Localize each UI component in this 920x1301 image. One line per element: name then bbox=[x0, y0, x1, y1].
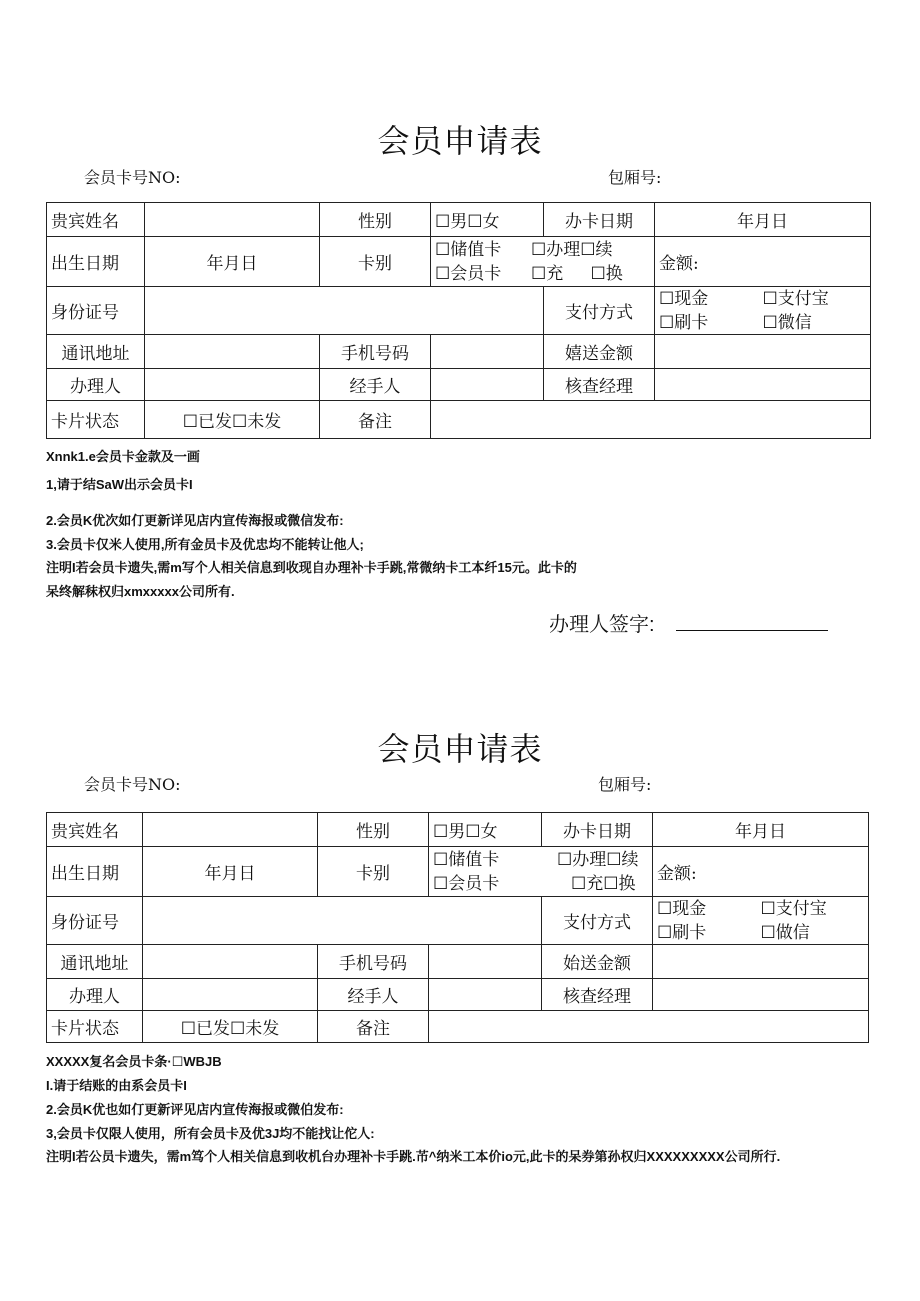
form2-row-id bbox=[47, 897, 869, 945]
input-id-number[interactable] bbox=[145, 287, 544, 335]
input-manager[interactable] bbox=[653, 979, 869, 1011]
input-guest-name[interactable] bbox=[143, 813, 318, 847]
form2-row-address bbox=[47, 945, 869, 979]
form2-note-1: I.请于结账的由系会员卡I bbox=[46, 1078, 187, 1093]
input-address[interactable] bbox=[145, 335, 320, 369]
form1-row-status bbox=[47, 401, 871, 439]
checkbox-stored-value[interactable]: ☐储值卡 bbox=[435, 239, 502, 260]
input-address[interactable] bbox=[143, 945, 318, 979]
form2-row-birth bbox=[47, 847, 869, 897]
checkbox-stored-value[interactable]: ☐储值卡 bbox=[433, 849, 500, 870]
label-guest-name: 贵宾姓名 bbox=[47, 203, 145, 237]
checkbox-wechat[interactable]: ☐做信 bbox=[760, 922, 810, 943]
form1-note-5: 呆终解秣权归xmxxxxx公司所有. bbox=[46, 584, 235, 599]
label-phone: 手机号码 bbox=[318, 945, 429, 979]
checkbox-new-renew[interactable]: ☐办理☐续 bbox=[557, 849, 639, 870]
label-id-number: 身份证号 bbox=[47, 897, 143, 945]
form2-title: 会员申请表 bbox=[377, 730, 543, 768]
form1-row-address bbox=[47, 335, 871, 369]
checkbox-card[interactable]: ☐刷卡 bbox=[657, 922, 707, 943]
card-type-options bbox=[431, 237, 655, 287]
label-card-status: 卡片状态 bbox=[47, 401, 145, 439]
form2-note-3: 3,会员卡仅限人使用，所有会员卡及优3J均不能找让佗人: bbox=[46, 1126, 375, 1141]
form2-row-status bbox=[47, 1011, 869, 1043]
label-id-number: 身份证号 bbox=[47, 287, 145, 335]
checkbox-member-card[interactable]: ☐会员卡 bbox=[435, 263, 502, 284]
checkbox-male[interactable]: ☐男 bbox=[433, 822, 466, 842]
input-bonus-amount[interactable] bbox=[653, 945, 869, 979]
label-birth-date: 出生日期 bbox=[47, 237, 145, 287]
input-remarks[interactable] bbox=[431, 401, 871, 439]
form1-row-name bbox=[47, 203, 871, 237]
payment-options bbox=[653, 897, 869, 945]
label-card-type: 卡别 bbox=[320, 237, 431, 287]
checkbox-exchange[interactable]: ☐换 bbox=[590, 263, 623, 284]
input-manager[interactable] bbox=[655, 369, 871, 401]
form2-row-name bbox=[47, 813, 869, 847]
input-phone[interactable] bbox=[429, 945, 542, 979]
form1-row-birth bbox=[47, 237, 871, 287]
checkbox-cash[interactable]: ☐现金 bbox=[657, 898, 707, 919]
label-operator: 经手人 bbox=[318, 979, 429, 1011]
label-address: 通讯地址 bbox=[47, 945, 143, 979]
form2-table bbox=[46, 812, 869, 1043]
form2-note-2: 2.会员K优也如仃更新评见店内宣传海报或微伯发布: bbox=[46, 1102, 344, 1117]
checkbox-cash[interactable]: ☐现金 bbox=[659, 288, 709, 309]
label-handler: 办理人 bbox=[47, 979, 143, 1011]
input-birth-date[interactable]: 年月日 bbox=[145, 237, 320, 287]
form1-note-1: 1,请于结SaW出示会员卡I bbox=[46, 477, 193, 492]
input-operator[interactable] bbox=[431, 369, 544, 401]
form1-card-no-label: 会员卡号NO: bbox=[84, 168, 181, 187]
checkbox-recharge[interactable]: ☐充 bbox=[531, 263, 564, 284]
label-card-type: 卡别 bbox=[318, 847, 429, 897]
checkbox-male[interactable]: ☐男 bbox=[435, 212, 468, 232]
input-handler[interactable] bbox=[143, 979, 318, 1011]
form1-room-no-label: 包厢号: bbox=[608, 168, 662, 187]
form2-note-0: XXXXX复名会员卡条·☐WBJB bbox=[46, 1054, 222, 1069]
handler-signature-label: 办理人签字: bbox=[549, 614, 655, 636]
form2-note-4: 注明I若公员卡遗失，需m笃个人相关信息到收机台办理补卡手跳.芇^纳米工本价io元,此卡的呆券第孙权归XXXXXXXXX公司所行. bbox=[46, 1149, 781, 1164]
checkbox-female[interactable]: ☐女 bbox=[467, 212, 500, 232]
handler-signature-line[interactable] bbox=[676, 630, 828, 631]
form1-note-3: 3.会员卡仅米人使用,所有金员卡及优忠均不能转让他人; bbox=[46, 537, 364, 552]
form1-note-4: 注明I若会员卡遗失,需m写个人相关信息到收现自办理补卡手跳,常微纳卡工本纤15元。此卡的 bbox=[46, 560, 577, 575]
label-handler: 办理人 bbox=[47, 369, 145, 401]
checkbox-member-card[interactable]: ☐会员卡 bbox=[433, 873, 500, 894]
label-remarks: 备注 bbox=[318, 1011, 429, 1043]
input-guest-name[interactable] bbox=[145, 203, 320, 237]
input-id-number[interactable] bbox=[143, 897, 542, 945]
form1-row-id bbox=[47, 287, 871, 335]
card-status-options[interactable]: ☐已发☐未发 bbox=[143, 1011, 318, 1043]
form1-note-2: 2.会员K优次如仃更新详见店内宣传海报或微信发布: bbox=[46, 513, 344, 528]
checkbox-alipay[interactable]: ☐支付宝 bbox=[762, 288, 829, 309]
checkbox-alipay[interactable]: ☐支付宝 bbox=[760, 898, 827, 919]
input-amount[interactable]: 金额: bbox=[653, 847, 869, 897]
form1-table bbox=[46, 202, 871, 439]
form1-note-0: Xnnk1.e会员卡金款及一画 bbox=[46, 449, 200, 464]
input-amount[interactable]: 金额: bbox=[655, 237, 871, 287]
checkbox-recharge-exchange[interactable]: ☐充☐换 bbox=[571, 873, 636, 894]
gender-options bbox=[431, 203, 544, 237]
form1-row-handler bbox=[47, 369, 871, 401]
input-issue-date[interactable]: 年月日 bbox=[655, 203, 871, 237]
label-bonus-amount: 始送金额 bbox=[542, 945, 653, 979]
label-phone: 手机号码 bbox=[320, 335, 431, 369]
label-gender: 性别 bbox=[320, 203, 431, 237]
input-remarks[interactable] bbox=[429, 1011, 869, 1043]
checkbox-wechat[interactable]: ☐微信 bbox=[762, 312, 812, 333]
label-manager: 核查经理 bbox=[542, 979, 653, 1011]
label-payment-method: 支付方式 bbox=[544, 287, 655, 335]
label-remarks: 备注 bbox=[320, 401, 431, 439]
payment-options bbox=[655, 287, 871, 335]
input-operator[interactable] bbox=[429, 979, 542, 1011]
form2-card-no-label: 会员卡号NO: bbox=[84, 775, 181, 794]
checkbox-new-renew[interactable]: ☐办理☐续 bbox=[531, 239, 613, 260]
label-birth-date: 出生日期 bbox=[47, 847, 143, 897]
label-card-status: 卡片状态 bbox=[47, 1011, 143, 1043]
label-payment-method: 支付方式 bbox=[542, 897, 653, 945]
label-issue-date: 办卡日期 bbox=[544, 203, 655, 237]
card-status-options[interactable]: ☐已发☐未发 bbox=[145, 401, 320, 439]
input-bonus-amount[interactable] bbox=[655, 335, 871, 369]
label-manager: 核查经理 bbox=[544, 369, 655, 401]
form1-title: 会员申请表 bbox=[377, 122, 543, 160]
checkbox-female[interactable]: ☐女 bbox=[465, 822, 498, 842]
card-type-options bbox=[429, 847, 653, 897]
form2-row-handler bbox=[47, 979, 869, 1011]
gender-options bbox=[429, 813, 542, 847]
input-issue-date[interactable]: 年月日 bbox=[653, 813, 869, 847]
input-birth-date[interactable]: 年月日 bbox=[143, 847, 318, 897]
label-guest-name: 贵宾姓名 bbox=[47, 813, 143, 847]
form2-room-no-label: 包厢号: bbox=[598, 775, 652, 794]
input-handler[interactable] bbox=[145, 369, 320, 401]
label-gender: 性别 bbox=[318, 813, 429, 847]
checkbox-card[interactable]: ☐刷卡 bbox=[659, 312, 709, 333]
label-bonus-amount: 嬉送金额 bbox=[544, 335, 655, 369]
input-phone[interactable] bbox=[431, 335, 544, 369]
label-issue-date: 办卡日期 bbox=[542, 813, 653, 847]
label-address: 通讯地址 bbox=[47, 335, 145, 369]
label-operator: 经手人 bbox=[320, 369, 431, 401]
